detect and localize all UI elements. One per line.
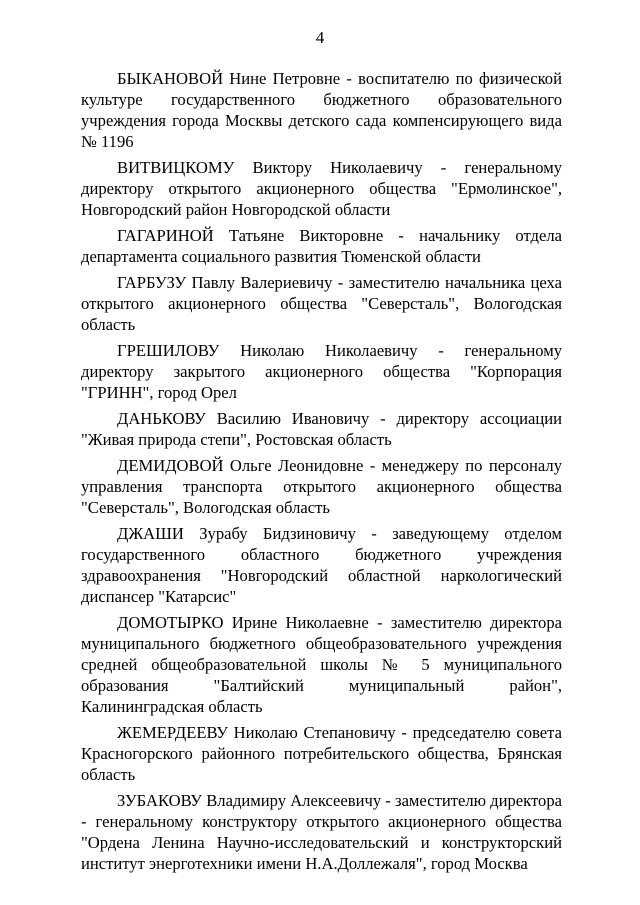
- list-item: БЫКАНОВОЙ Нине Петровне - воспитателю по физической культуре государственного бюджетного образовательного учреждения города Москвы детского сада компенсирующего вида № 1196: [81, 69, 562, 151]
- list-item: ДЖАШИ Зурабу Бидзиновичу - заведующему отделом государственного областного бюджетного учреждения здравоохранения "Новгородский областной наркологический диспансер "Катарсис": [81, 524, 562, 606]
- page-number: 4: [315, 28, 325, 47]
- list-item: ЗУБАКОВУ Владимиру Алексеевичу - заместителю директора - генеральному конструктору открытого акционерного общества "Ордена Ленина Научно-исследовательский и конструкторский институт энерготехники имени Н.А.Доллежаля", город Москва: [81, 791, 562, 873]
- award-list: [81, 68, 562, 879]
- list-item: ГРЕШИЛОВУ Николаю Николаевичу - генеральному директору закрытого акционерного общества "Корпорация "ГРИНН", город Орел: [81, 341, 562, 402]
- list-item: ГАРБУЗУ Павлу Валериевичу - заместителю начальника цеха открытого акционерного общества "Северсталь", Вологодская область: [81, 273, 562, 334]
- list-item: ДОМОТЫРКО Ирине Николаевне - заместителю директора муниципального бюджетного общеобразовательного учреждения средней общеобразовательной школы № 5 муниципального образования "Балтийский муниципальный район", Калининградская область: [81, 613, 562, 716]
- list-item: ГАГАРИНОЙ Татьяне Викторовне - начальнику отдела департамента социального развития Тюменской области: [81, 226, 562, 266]
- list-item: ДЕМИДОВОЙ Ольге Леонидовне - менеджеру по персоналу управления транспорта открытого акционерного общества "Северсталь", Вологодская область: [81, 456, 562, 517]
- list-item: ВИТВИЦКОМУ Виктору Николаевичу - генеральному директору открытого акционерного общества "Ермолинское", Новгородский район Новгородской области: [81, 158, 562, 219]
- list-item: ДАНЬКОВУ Василию Ивановичу - директору ассоциации "Живая природа степи", Ростовская область: [81, 409, 562, 449]
- list-item: ЖЕМЕРДЕЕВУ Николаю Степановичу - председателю совета Красногорского районного потребительского общества, Брянская область: [81, 723, 562, 784]
